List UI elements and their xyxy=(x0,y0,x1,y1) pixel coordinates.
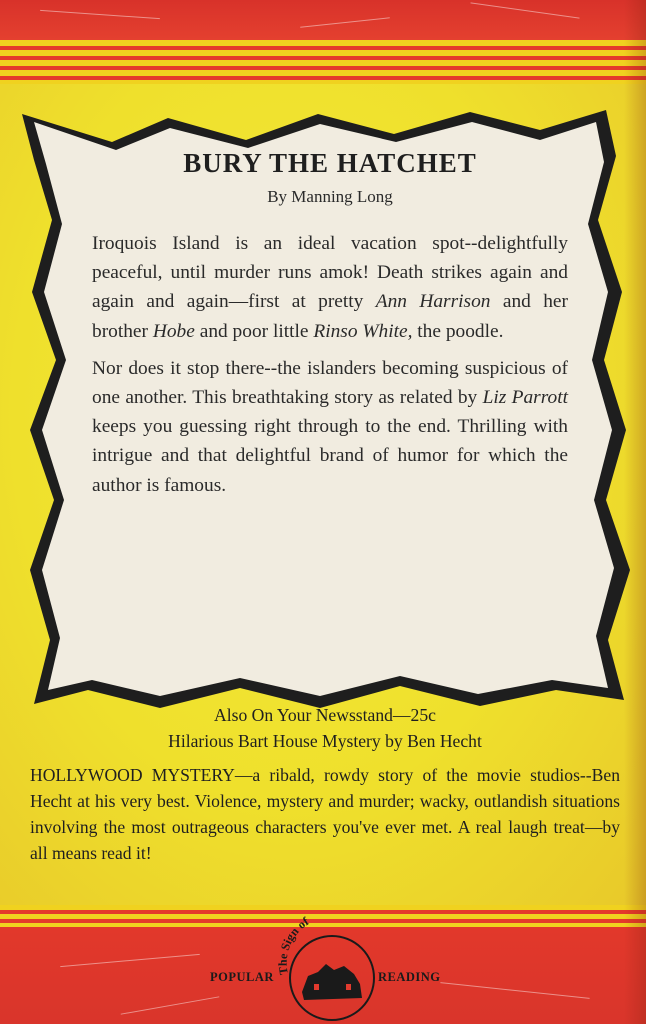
synopsis-text: keeps you guessing right through to the end. Thrilling with intrigue and that delightful brand of humor for which the author is famous. xyxy=(92,416,568,496)
synopsis-text: Iroquois Island is an ideal vacation spot--delightfully peaceful, until murder runs amok! Death strikes again and again and again—first at pretty xyxy=(92,233,568,313)
synopsis-text: and her brother xyxy=(92,291,568,342)
promo-description: HOLLYWOOD MYSTERY—a ribald, rowdy story of the movie studios--Ben Hecht at his very best. Violence, mystery and murder; wacky, outlandish situations involving the most outrageous characters you've ever met. A real laugh treat—by all means read it! xyxy=(30,765,620,863)
promo-section xyxy=(30,702,620,866)
character-name: Rinso White, xyxy=(313,320,413,342)
author-byline: By Manning Long xyxy=(267,187,393,206)
book-title: BURY THE HATCHET xyxy=(183,148,477,178)
character-name: Hobe xyxy=(152,320,195,342)
synopsis-paragraph-1 xyxy=(92,229,568,346)
promo-subheadline: Hilarious Bart House Mystery by Ben Hecht xyxy=(168,731,482,751)
logo-emblem xyxy=(210,912,450,1024)
character-name: Ann Harrison xyxy=(375,291,491,313)
synopsis-text: Nor does it stop there--the islanders becoming suspicious of one another. This breathtaking story as related by xyxy=(92,357,568,409)
blurb-panel xyxy=(92,148,568,508)
narrator-name: Liz Parrott xyxy=(482,387,568,409)
logo-right-word: READING xyxy=(378,970,441,984)
synopsis-text: and poor little xyxy=(194,320,314,342)
synopsis-paragraph-2 xyxy=(92,354,568,500)
promo-headline: Also On Your Newsstand—25c xyxy=(214,705,436,725)
house-icon xyxy=(302,964,362,1000)
logo-left-word: POPULAR xyxy=(210,970,274,984)
publisher-logo xyxy=(210,912,450,1024)
logo-arc-text: The Sign of xyxy=(275,914,312,976)
synopsis-text: the poodle. xyxy=(412,320,504,342)
